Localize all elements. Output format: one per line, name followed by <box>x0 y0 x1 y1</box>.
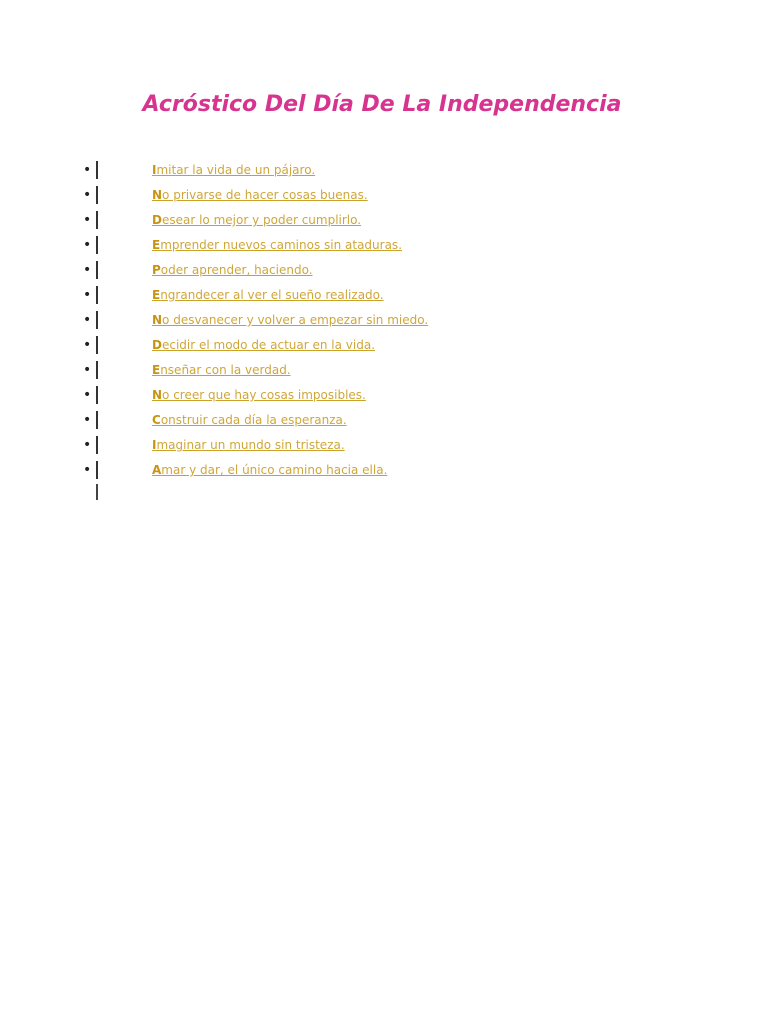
acrostic-line-link[interactable] <box>152 236 402 254</box>
bar-divider <box>96 311 98 329</box>
acrostic-line-link[interactable] <box>152 461 387 479</box>
list-item <box>0 408 600 433</box>
acrostic-text: mitar la vida de un pájaro. <box>156 163 316 177</box>
acrostic-text: o creer que hay cosas imposibles. <box>162 388 366 402</box>
list-item <box>0 383 600 408</box>
acrostic-list <box>0 158 600 483</box>
acrostic-initial: E <box>152 288 161 302</box>
acrostic-line-link[interactable] <box>152 161 315 179</box>
acrostic-initial: D <box>152 213 162 227</box>
acrostic-initial: E <box>152 363 161 377</box>
acrostic-initial: P <box>152 263 161 277</box>
acrostic-initial: N <box>152 188 163 202</box>
acrostic-text: mar y dar, el único camino hacia ella. <box>161 463 388 477</box>
acrostic-initial: C <box>152 413 161 427</box>
bullet-icon: • <box>83 212 92 228</box>
acrostic-line-link[interactable] <box>152 286 384 304</box>
list-item <box>0 183 600 208</box>
bar-divider <box>96 436 98 454</box>
bar-divider <box>96 186 98 204</box>
acrostic-initial: E <box>152 238 161 252</box>
list-item <box>0 258 600 283</box>
bullet-icon: • <box>83 162 92 178</box>
acrostic-initial: I <box>152 163 157 177</box>
bar-divider <box>96 411 98 429</box>
bullet-icon: • <box>83 312 92 328</box>
list-item <box>0 333 600 358</box>
bullet-icon: • <box>83 237 92 253</box>
bar-divider <box>96 286 98 304</box>
acrostic-line-link[interactable] <box>152 336 375 354</box>
acrostic-line-link[interactable] <box>152 261 313 279</box>
acrostic-initial: I <box>152 438 157 452</box>
bullet-icon: • <box>83 362 92 378</box>
list-item <box>0 208 600 233</box>
bar-divider <box>96 211 98 229</box>
acrostic-initial: N <box>152 313 163 327</box>
acrostic-text: o desvanecer y volver a empezar sin miedo. <box>162 313 429 327</box>
bullet-icon: • <box>83 412 92 428</box>
list-item <box>0 308 600 333</box>
acrostic-line-link[interactable] <box>152 361 291 379</box>
acrostic-text: o privarse de hacer cosas buenas. <box>162 188 368 202</box>
bar-divider <box>96 361 98 379</box>
acrostic-line-link[interactable] <box>152 311 428 329</box>
acrostic-initial: N <box>152 388 163 402</box>
list-item <box>0 158 600 183</box>
list-item <box>0 458 600 483</box>
acrostic-initial: D <box>152 338 162 352</box>
acrostic-initial: A <box>152 463 162 477</box>
bullet-icon: • <box>83 287 92 303</box>
acrostic-line-link[interactable] <box>152 186 368 204</box>
acrostic-text: onstruir cada día la esperanza. <box>160 413 347 427</box>
acrostic-text: maginar un mundo sin tristeza. <box>156 438 345 452</box>
acrostic-line-link[interactable] <box>152 411 347 429</box>
bullet-icon: • <box>83 262 92 278</box>
acrostic-text: nseñar con la verdad. <box>160 363 291 377</box>
acrostic-text: oder aprender, haciendo. <box>160 263 313 277</box>
bullet-icon: • <box>83 387 92 403</box>
list-item <box>0 283 600 308</box>
list-item <box>0 233 600 258</box>
bar-divider <box>96 386 98 404</box>
acrostic-text: ecidir el modo de actuar en la vida. <box>161 338 376 352</box>
acrostic-text: esear lo mejor y poder cumplirlo. <box>161 213 362 227</box>
list-item <box>0 433 600 458</box>
bar-divider <box>96 461 98 479</box>
bullet-icon: • <box>83 337 92 353</box>
trailing-bar <box>96 484 98 500</box>
acrostic-text: mprender nuevos caminos sin ataduras. <box>160 238 403 252</box>
bar-divider <box>96 161 98 179</box>
bar-divider <box>96 336 98 354</box>
list-item <box>0 358 600 383</box>
bullet-icon: • <box>83 187 92 203</box>
acrostic-line-link[interactable] <box>152 211 361 229</box>
bullet-icon: • <box>83 437 92 453</box>
acrostic-line-link[interactable] <box>152 436 345 454</box>
acrostic-text: ngrandecer al ver el sueño realizado. <box>160 288 384 302</box>
bar-divider <box>96 236 98 254</box>
page-title: Acróstico Del Día De La Independencia <box>142 92 622 117</box>
bar-divider <box>96 261 98 279</box>
bullet-icon: • <box>83 462 92 478</box>
acrostic-line-link[interactable] <box>152 386 366 404</box>
